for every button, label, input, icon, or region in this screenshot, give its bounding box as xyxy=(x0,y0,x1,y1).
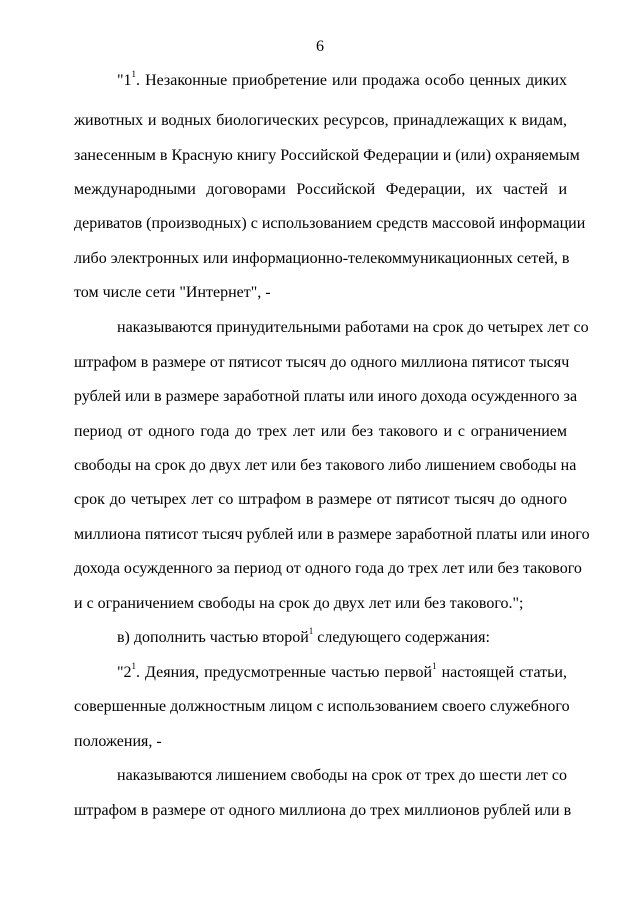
text-line: свободы на срок до двух лет или без такового либо лишением свободы на xyxy=(74,457,577,474)
text-line: дериватов (производных) с использованием средств массовой информации xyxy=(74,215,586,232)
text-line: наказываются принудительными работами на срок до четырех лет со xyxy=(117,319,589,336)
superscript: 1 xyxy=(308,625,314,636)
text-line: положения, - xyxy=(74,733,162,750)
text-line: штрафом в размере от одного миллиона до трех миллионов рублей или в xyxy=(74,802,572,819)
text-line: срок до четырех лет со штрафом в размере от пятисот тысяч до одного xyxy=(74,491,567,508)
superscript: 1 xyxy=(131,68,137,79)
text-line: занесенным в Красную книгу Российской Федерации и (или) охраняемым xyxy=(74,147,580,164)
text-line: том числе сети "Интернет", - xyxy=(74,284,271,301)
text-line: штрафом в размере от пятисот тысяч до одного миллиона пятисот тысяч xyxy=(74,354,570,371)
text-line: период от одного года до трех лет или без такового и с ограничением xyxy=(74,423,567,440)
text-line: совершенные должностным лицом с использованием своего служебного xyxy=(74,698,570,715)
text-line: в) дополнить частью второй$^1$ следующего содержания: xyxy=(117,625,490,646)
text-line: дохода осужденного за период от одного года до трех лет или без такового xyxy=(74,560,582,577)
superscript: 1 xyxy=(131,660,137,671)
text-line: животных и водных биологических ресурсов, принадлежащих к видам, xyxy=(74,112,567,129)
text-line: миллиона пятисот тысяч рублей или в размере заработной платы или иного xyxy=(74,526,590,543)
text-line: "$2^1$. Деяния, предусмотренные частью первой$^1$ настоящей статьи, xyxy=(117,660,567,681)
text-line: и с ограничением свободы на срок до двух лет или без такового."; xyxy=(74,595,524,612)
text-line: международными договорами Российской Федерации, их частей и xyxy=(74,181,567,198)
text-line: либо электронных или информационно-телекоммуникационных сетей, в xyxy=(74,250,570,267)
text-line: наказываются лишением свободы на срок от трех до шести лет со xyxy=(117,767,567,784)
text-line: "$1^1$. Незаконные приобретение или продажа особо ценных диких xyxy=(117,68,567,89)
page-number: 6 xyxy=(316,38,324,55)
superscript: 1 xyxy=(432,660,437,671)
text-line: рублей или в размере заработной платы или иного дохода осужденного за xyxy=(74,388,578,405)
